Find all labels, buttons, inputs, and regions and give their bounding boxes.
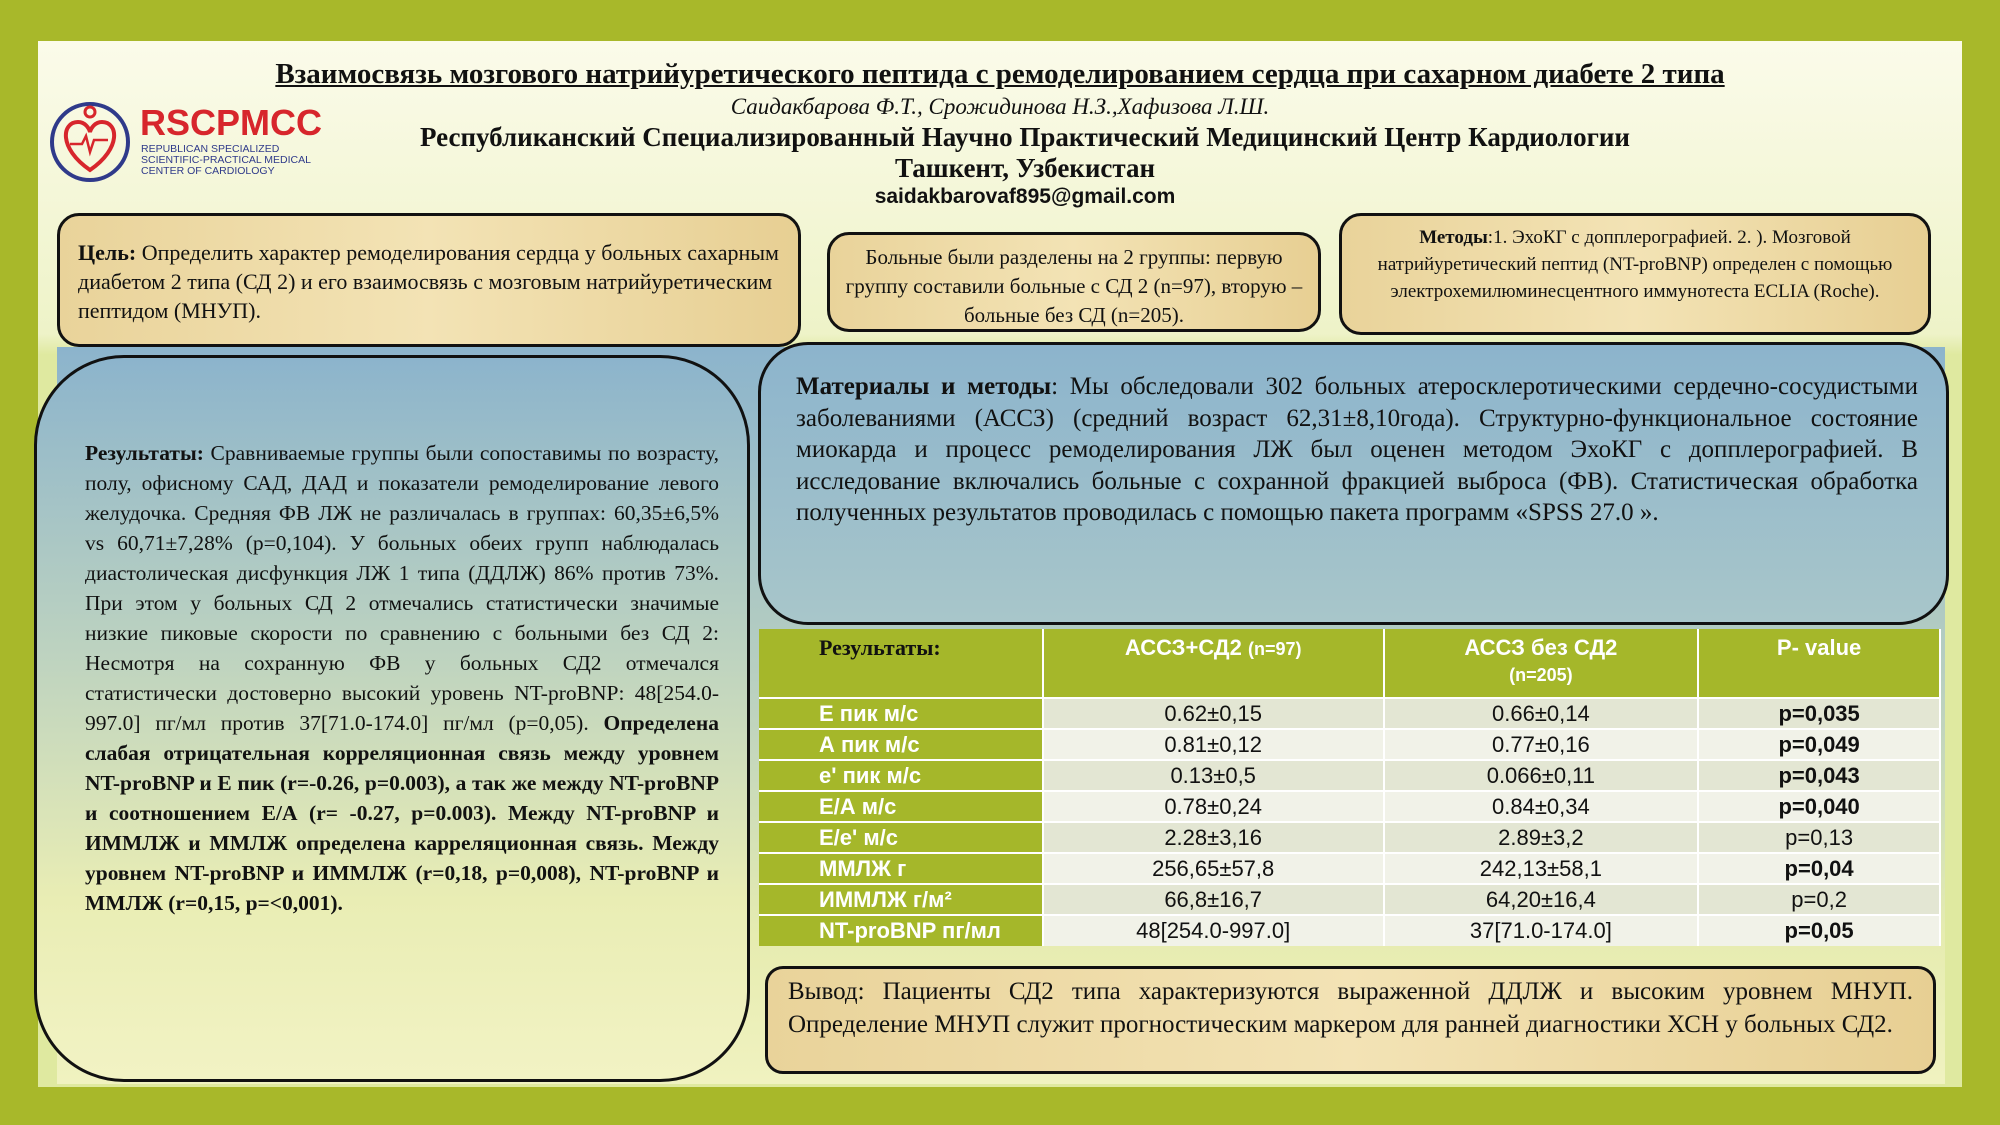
table-row	[759, 853, 1940, 884]
header-group2-label: АССЗ без СД2	[1464, 635, 1618, 660]
logo	[48, 100, 333, 182]
group1-value: 0.78±0,24	[1043, 791, 1384, 822]
groups-text: Больные были разделены на 2 группы: первую группу составили больные с СД 2 (n=97), вторую – больные без СД (n=205).	[845, 245, 1303, 327]
group1-value: 0.13±0,5	[1043, 760, 1384, 791]
table-row	[759, 760, 1940, 791]
groups-box	[827, 232, 1321, 332]
header-group1-n: (n=97)	[1247, 639, 1302, 659]
header-group2-n: (n=205)	[1509, 665, 1573, 685]
authors: Саидакбарова Ф.Т., Срожидинова Н.З.,Хафизова Л.Ш.	[730, 94, 1270, 119]
p-value: p=0,049	[1698, 729, 1940, 760]
logo-name: RSCPMCC	[140, 102, 323, 143]
materials-box	[758, 342, 1949, 625]
city: Ташкент, Узбекистан	[894, 153, 1156, 183]
conclusion-text: Вывод: Пациенты СД2 типа характеризуются выраженной ДДЛЖ и высоким уровнем МНУП. Определение МНУП служит прогностическим маркером для ранней диагностики ХСН у больных СД2.	[788, 978, 1913, 1038]
header-results: Результаты:	[759, 629, 1043, 698]
group2-value: 0.66±0,14	[1384, 698, 1699, 729]
group1-value: 2.28±3,16	[1043, 822, 1384, 853]
materials-text: : Мы обследовали 302 больных атеросклеротическими сердечно-сосудистыми заболеваниями (АССЗ) (средний возраст 62,31±8,10года). Структурно-функциональное состояние миокарда и процесс ремоделирования ЛЖ был оценен методом ЭхоКГ с допплерографией. В исследование включались больные с сохранной фракцией выброса (ФВ). Статистическая обработка полученных результатов проводилась с помощью пакета программ «SPSS 27.0 ».	[796, 373, 1919, 526]
group2-value: 37[71.0-174.0]	[1384, 915, 1699, 946]
group1-value: 66,8±16,7	[1043, 884, 1384, 915]
group2-value: 0.77±0,16	[1384, 729, 1699, 760]
group2-value: 64,20±16,4	[1384, 884, 1699, 915]
table-row	[759, 884, 1940, 915]
institution: Республиканский Специализированный Научно Практический Медицинский Центр Кардиологии	[420, 122, 1630, 152]
p-value: p=0,043	[1698, 760, 1940, 791]
table-row	[759, 915, 1940, 946]
results-table	[759, 629, 1941, 946]
results-bold-text: Определена слабая отрицательная корреляционная связь между уровнем NT-proBNP и Е пик (r=-0.26, p=0.003), а так же между NT-proBNP и соотношением Е/А (r= -0.27, p=0.003). Между NT-proBNP и ИММЛЖ и ММЛЖ определена карреляционная связь. Между уровнем NT-proBNP и ИММЛЖ (r=0,18, p=0,008), NT-proBNP и ММЛЖ (r=0,15, p=<0,001).	[85, 711, 719, 915]
header-group2	[1384, 629, 1699, 698]
goal-label: Цель:	[78, 240, 137, 265]
conclusion-box	[765, 966, 1936, 1074]
group2-value: 0.066±0,11	[1384, 760, 1699, 791]
methods-box	[1339, 213, 1931, 335]
results-label: Результаты:	[85, 441, 204, 465]
materials-label: Материалы и методы	[796, 373, 1052, 400]
methods-text: :1. ЭхоКГ с допплерографией. 2. ). Мозговой натрийуретический пептид (NT-proBNP) определен с помощью электрохемилюминесцентного иммунотеста ECLIA (Roche).	[1377, 227, 1893, 302]
group2-value: 0.84±0,34	[1384, 791, 1699, 822]
header-group1-label: АССЗ+СД2	[1124, 635, 1242, 660]
row-label: ИММЛЖ г/м²	[759, 884, 1043, 915]
methods-label: Методы	[1419, 227, 1488, 248]
group2-value: 242,13±58,1	[1384, 853, 1699, 884]
p-value: p=0,035	[1698, 698, 1940, 729]
row-label: ММЛЖ г	[759, 853, 1043, 884]
goal-box	[57, 213, 801, 347]
table-row	[759, 729, 1940, 760]
p-value: p=0,2	[1698, 884, 1940, 915]
p-value: p=0,04	[1698, 853, 1940, 884]
row-label: Е пик м/с	[759, 698, 1043, 729]
table-row	[759, 698, 1940, 729]
header-pvalue: P- value	[1698, 629, 1940, 698]
row-label: NT-proBNP пг/мл	[759, 915, 1043, 946]
email: saidakbarovaf895@gmail.com	[874, 185, 1176, 208]
group1-value: 0.62±0,15	[1043, 698, 1384, 729]
p-value: p=0,040	[1698, 791, 1940, 822]
logo-subtitle: REPUBLICAN SPECIALIZED SCIENTIFIC-PRACTICAL MEDICAL CENTER OF CARDIOLOGY	[141, 143, 311, 177]
group1-value: 0.81±0,12	[1043, 729, 1384, 760]
group2-value: 2.89±3,2	[1384, 822, 1699, 853]
row-label: А пик м/с	[759, 729, 1043, 760]
poster-title: Взаимосвязь мозгового натрийуретического пептида с ремоделированием сердца при сахарном диабете 2 типа	[275, 58, 1725, 90]
results-box	[34, 355, 750, 1082]
header-group1	[1043, 629, 1384, 698]
group1-value: 256,65±57,8	[1043, 853, 1384, 884]
table-row	[759, 791, 1940, 822]
goal-text: Определить характер ремоделирования сердца у больных сахарным диабетом 2 типа (СД 2) и его взаимосвязь с мозговым натрийуретическим пептидом (МНУП).	[78, 240, 779, 323]
heart-logo-icon	[48, 100, 136, 182]
row-label: Е/e' м/с	[759, 822, 1043, 853]
table-row	[759, 822, 1940, 853]
row-label: e' пик м/с	[759, 760, 1043, 791]
group1-value: 48[254.0-997.0]	[1043, 915, 1384, 946]
p-value: p=0,13	[1698, 822, 1940, 853]
results-text: Сравниваемые группы были сопоставимы по возрасту, полу, офисному САД, ДАД и показатели ремоделирование левого желудочка. Средняя ФВ ЛЖ не различалась в группах: 60,35±6,5% vs 60,71±7,28% (p=0,104). У больных обеих групп наблюдалась диастолическая дисфункция ЛЖ 1 типа (ДДЛЖ) 86% против 73%. При этом у больных СД 2 отмечались статистически значимые низкие пиковые скорости по сравнению с больными без СД 2: Несмотря на сохранную ФВ у больных СД2 отмечался статистически достоверно высокий уровень NT-proBNP: 48[254.0-997.0] пг/мл против 37[71.0-174.0] пг/мл (p=0,05).	[85, 441, 719, 735]
table-header-row	[759, 629, 1940, 698]
p-value: p=0,05	[1698, 915, 1940, 946]
row-label: Е/А м/с	[759, 791, 1043, 822]
